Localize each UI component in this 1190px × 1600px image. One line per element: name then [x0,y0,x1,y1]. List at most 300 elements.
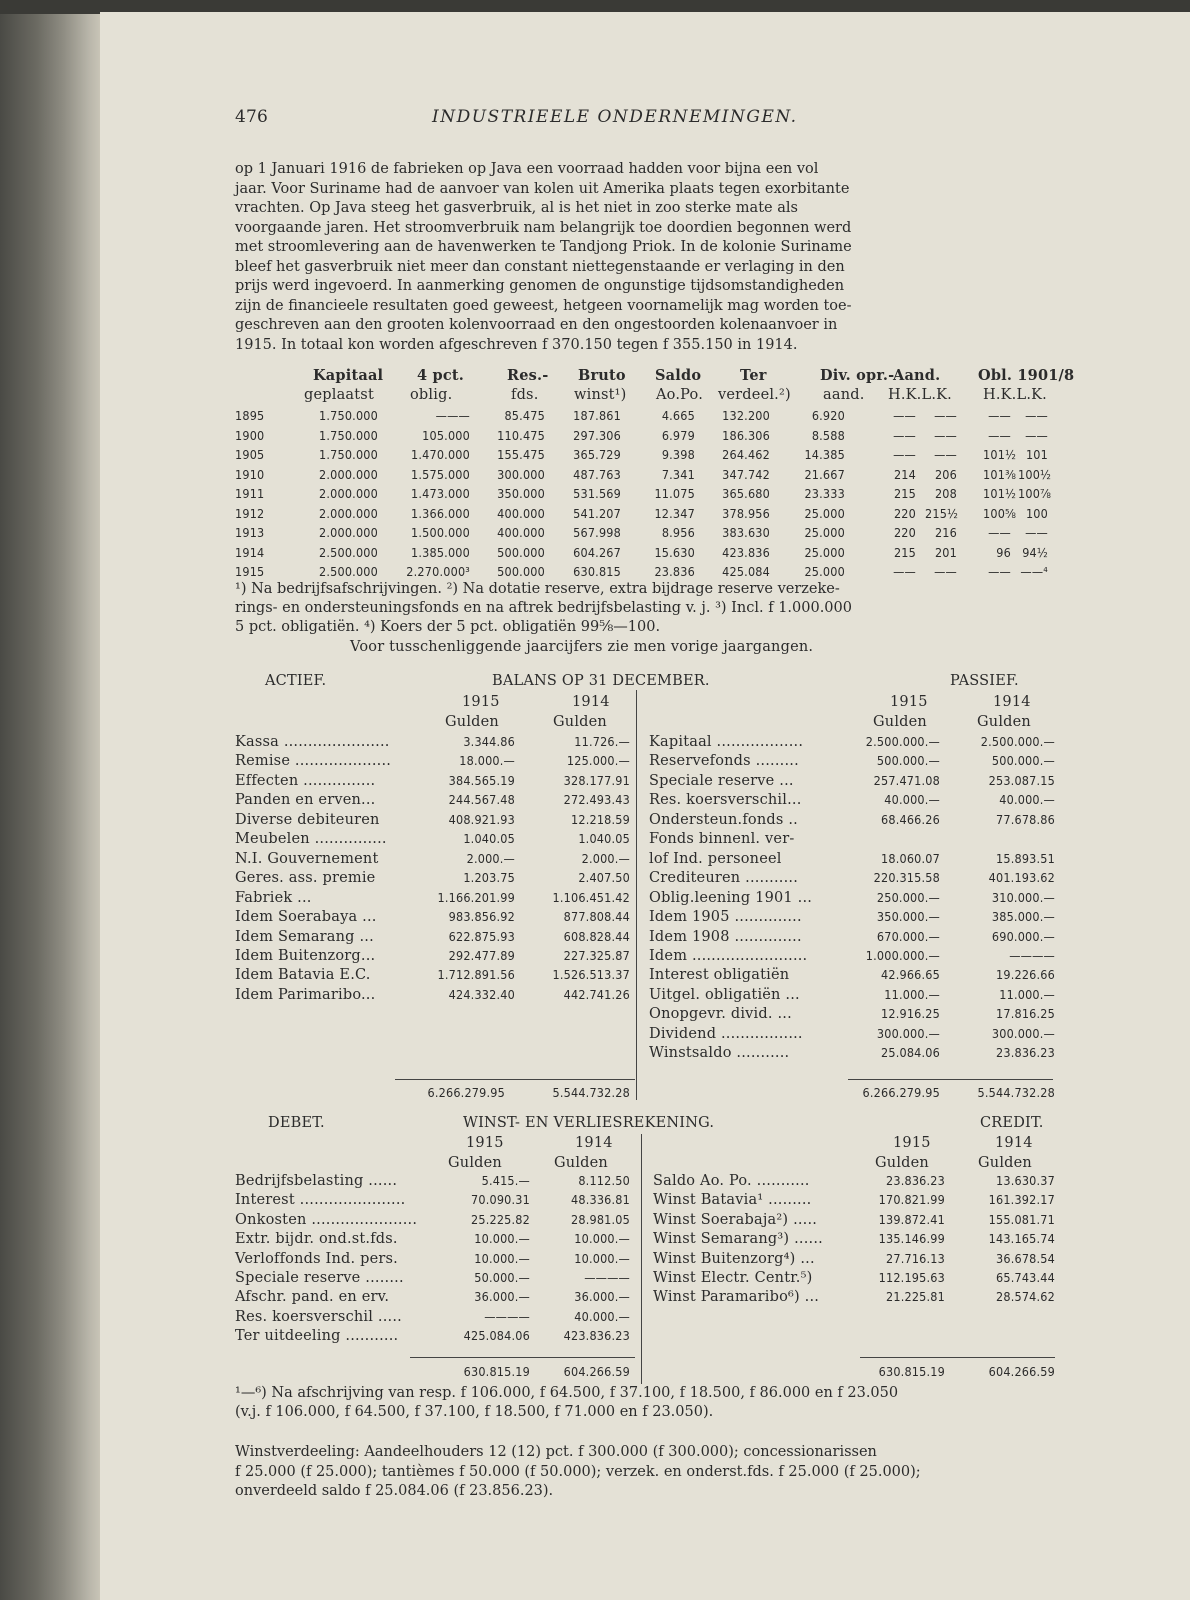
table-cell: 100⅞ [1018,486,1052,501]
table-cell: 365.680 [722,486,770,501]
ledger-value: 310.000.— [991,889,1055,905]
table-cell: 383.630 [722,525,770,540]
table-cell: 2.000.000 [318,486,378,501]
table-cell: ——— [435,408,470,423]
table-cell: 1.470.000 [410,447,470,462]
table-cell: 500.000 [497,544,545,560]
text-line: bleef het gasverbruik niet meer dan constant niettegenstaande er verlaging in den [235,258,845,275]
text-line: met stroomlevering aan de havenwerken te Tandjong Priok. In de kolonie Suriname [235,239,852,255]
table-cell: —— [934,408,957,423]
ledger-value: 23.836.23 [995,1045,1055,1061]
table-cell: 155.475 [497,447,545,462]
column-header: Ao.Po. [656,387,704,403]
pl-total-rule-right [860,1357,1055,1358]
ledger-value: 1.040.05 [578,831,630,847]
pl-right-title: CREDIT. [980,1115,1044,1131]
ledger-value: 408.921.93 [448,811,515,827]
ledger-value: 21.225.81 [885,1289,945,1305]
text-line: rings- en ondersteuningsfonds en na aftrek bedrijfsbelasting v. j. ³) Incl. f 1.000.000 [235,600,852,616]
column-header: Aand. [893,367,941,384]
ledger-value: 65.743.44 [995,1270,1055,1285]
text-line: voorgaande jaren. Het stroomverbruik nam belangrijk toe doordien begonnen werd [235,219,852,236]
row-year: 1900 [235,427,265,443]
book-spine [0,0,105,1600]
ledger-value: 48.336.81 [570,1192,630,1208]
ledger-label: Oblig.leening 1901 ... [649,889,813,906]
ledger-value: 2.407.50 [578,870,630,886]
ledger-label: Idem Semarang ... [235,928,374,945]
column-header: Obl. 1901/8 [978,367,1075,384]
ledger-value: 350.000.— [876,909,940,925]
column-header: H.K.L.K. [983,387,1047,403]
ledger-label: Idem Buitenzorg... [235,947,376,964]
ledger-value: 257.471.08 [873,772,940,788]
ledger-value: 40.000.— [999,792,1055,808]
ledger-value: 125.000.— [566,753,630,769]
ledger-label: Res. koersverschil ..... [235,1308,402,1325]
ledger-value: 608.828.44 [563,928,630,944]
ledger-value: 18.060.07 [880,850,940,866]
ledger-label: Effecten ............... [235,772,376,789]
ledger-value: 1.000.000.— [865,947,940,963]
table-cell: 85.475 [504,408,545,423]
table-cell: 186.306 [722,427,770,443]
table-cell: 11.075 [654,486,695,501]
ledger-value: 401.193.62 [988,870,1055,886]
ledger-value: ———— [484,1308,530,1324]
ledger-value: 1.166.201.99 [437,889,515,905]
ledger-value: 1.203.75 [463,870,515,886]
ledger-label: Geres. ass. premie [235,870,376,887]
ledger-value: 2.000.— [581,850,630,866]
ledger-value: 2.500.000.— [980,734,1055,749]
ledger-value: 1.526.513.37 [552,967,630,983]
ledger-value: 5.415.— [481,1173,530,1188]
pl-unit1-left: Gulden [448,1155,502,1171]
ledger-label: Diverse debiteuren [235,811,380,828]
ledger-value: 1.106.451.42 [552,889,630,905]
table-cell: —— [893,564,916,579]
ledger-label: Winst Soerabaja²) ..... [653,1211,818,1228]
ledger-value: 40.000.— [574,1308,630,1324]
text-line: ¹) Na bedrijfsafschrijvingen. ²) Na dotatie reserve, extra bijdrage reserve verzeke- [235,581,840,597]
ledger-value: 220.315.58 [873,870,940,886]
ledger-label: Dividend ................. [649,1025,803,1042]
text-line: vrachten. Op Java steeg het gasverbruik, al is het niet in zoo sterke mate als [235,200,798,216]
ledger-value: 12.218.59 [570,811,630,827]
ledger-value: 244.567.48 [448,792,515,808]
ledger-value: 272.493.43 [563,792,630,808]
ledger-label: Winst Semarang³) ...... [653,1231,823,1248]
ledger-value: 28.981.05 [570,1211,630,1227]
column-header: aand. [823,387,865,403]
ledger-label: Winst Batavia¹ ......... [653,1192,812,1209]
table-cell: 487.763 [573,466,621,482]
ledger-value: 2.500.000.— [865,734,940,749]
table-cell: 101½ [983,447,1017,462]
text-line: zijn de financieele resultaten goed geweest, hetgeen voornamelijk mag worden toe- [235,297,852,314]
ledger-value: 385.000.— [991,909,1055,925]
row-year: 1910 [235,466,265,482]
balance-year1-left: 1915 [462,694,500,710]
ledger-value: 10.000.— [574,1250,630,1266]
ledger-value: 25.084.06 [880,1045,940,1061]
ledger-label: Remise .................... [235,753,392,770]
table-cell: 378.956 [722,505,770,521]
table-cell: 214 [893,466,916,482]
table-cell: 6.979 [661,427,695,443]
row-year: 1914 [235,544,265,560]
stats-note: Voor tusschenliggende jaarcijfers zie men vorige jaargangen. [350,639,814,655]
table-cell: 2.270.000³ [406,564,470,579]
column-header: 4 pct. [417,367,465,384]
table-cell: 365.729 [573,447,621,462]
table-cell: 500.000 [497,564,545,579]
ledger-label: Ter uitdeeling ........... [235,1328,399,1345]
ledger-value: 40.000.— [884,792,940,808]
table-cell: 215½ [925,505,959,521]
ledger-label: Idem Parimaribo... [235,986,376,1003]
ledger-value: ———— [1009,947,1055,963]
ledger-value: 500.000.— [991,753,1055,769]
ledger-value: 983.856.92 [448,909,515,925]
pl-year2-left: 1914 [575,1135,613,1151]
column-header: Ter [740,367,767,384]
ledger-label: Idem Soerabaya ... [235,909,377,926]
table-cell: —— [1025,525,1048,540]
table-cell: 567.998 [573,525,621,540]
ledger-value: 143.165.74 [988,1231,1055,1247]
table-cell: 101½ [983,486,1017,501]
ledger-value: 877.808.44 [563,909,630,925]
ledger-value: 384.565.19 [448,772,515,788]
table-cell: 21.667 [804,466,845,482]
ledger-label: Kapitaal .................. [649,734,804,750]
ledger-value: 13.630.37 [995,1173,1055,1188]
profit-distribution [235,1443,1055,1502]
balance-total1-left: 6.266.279.95 [427,1085,505,1100]
table-cell: 25.000 [804,544,845,560]
ledger-label: Res. koersverschil... [649,792,802,809]
table-cell: 297.306 [573,427,621,443]
table-cell: —— [934,427,957,443]
column-header: Res.- [507,367,549,384]
row-year: 1912 [235,505,265,521]
ledger-label: N.I. Gouvernement [235,850,379,867]
ledger-value: 36.678.54 [995,1250,1055,1266]
table-cell: 101 [1025,447,1048,462]
text-line: ¹—⁶) Na afschrijving van resp. f 106.000, f 64.500, f 37.100, f 18.500, f 86.000 en f 23.050 [235,1385,899,1401]
pl-total-rule-left [410,1357,635,1358]
table-cell: 2.500.000 [318,544,378,560]
ledger-label: lof Ind. personeel [649,850,782,867]
column-header: winst¹) [574,387,627,403]
table-cell: 1.385.000 [410,544,470,560]
ledger-value: 19.226.66 [995,967,1055,983]
column-header: Saldo [655,367,702,384]
text-line: op 1 Januari 1916 de fabrieken op Java een voorraad hadden voor bijna een vol [235,161,819,177]
page-number: 476 [235,107,269,127]
table-cell: 23.333 [804,486,845,501]
ledger-value: 423.836.23 [563,1328,630,1344]
ledger-value: 68.466.26 [880,811,940,827]
table-cell: —— [988,427,1011,443]
ledger-label: Interest obligatiën [649,967,790,984]
table-cell: 216 [934,525,957,540]
table-cell: 541.207 [573,505,621,521]
text-line: jaar. Voor Suriname had de aanvoer van kolen uit Amerika plaats tegen exorbitante [235,180,850,197]
row-year: 1913 [235,525,265,540]
ledger-value: 135.146.99 [878,1231,945,1247]
ledger-label: Onopgevr. divid. ... [649,1006,792,1023]
ledger-label: Afschr. pand. en erv. [235,1289,390,1306]
table-cell: —— [893,427,916,443]
table-cell: 425.084 [722,564,770,579]
ledger-value: 10.000.— [474,1231,530,1247]
column-header: oblig. [410,387,453,403]
table-cell: 1.500.000 [410,525,470,540]
balance-unit2-right: Gulden [977,714,1031,730]
ledger-label: Idem 1905 .............. [649,909,802,926]
ledger-label: Winst Buitenzorg⁴) ... [653,1250,815,1267]
ledger-value: 250.000.— [876,889,940,905]
pl-left-title: DEBET. [268,1115,325,1131]
ledger-value: 10.000.— [574,1231,630,1247]
table-cell: —— [893,447,916,462]
text-line: prijs werd ingevoerd. In aanmerking genomen de ongunstige tijdsomstandigheden [235,278,845,294]
table-cell: 208 [934,486,957,501]
ledger-label: Onkosten ...................... [235,1211,418,1228]
text-line: onverdeeld saldo f 25.084.06 (f 23.856.23). [235,1483,554,1499]
ledger-value: 690.000.— [991,928,1055,944]
ledger-label: Fonds binnenl. ver- [649,831,795,848]
ledger-value: 27.716.13 [885,1250,945,1266]
ledger-value: 28.574.62 [995,1289,1055,1305]
text-line: f 25.000 (f 25.000); tantièmes f 50.000 (f 50.000); verzek. en onderst.fds. f 25.000 (f 25.000); [235,1463,921,1480]
table-cell: 6.920 [811,408,845,423]
table-cell: ——⁴ [1020,564,1048,579]
ledger-value: 425.084.06 [463,1328,530,1344]
table-cell: 531.569 [573,486,621,501]
ledger-value: 300.000.— [876,1025,940,1041]
table-cell: —— [934,447,957,462]
pl-unit1-right: Gulden [875,1155,929,1171]
balance-total-rule-right [848,1079,1053,1080]
ledger-label: Winst Electr. Centr.⁵) [653,1270,813,1286]
balance-divider [636,690,637,1100]
stats-footnotes [235,580,1055,637]
table-cell: 94½ [1022,544,1048,560]
balance-center-title: BALANS OP 31 DECEMBER. [492,673,710,689]
ledger-value: 36.000.— [474,1289,530,1305]
pl-divider [641,1134,642,1384]
ledger-value: 15.893.51 [995,850,1055,866]
ledger-value: 70.090.31 [470,1192,530,1208]
ledger-value: 500.000.— [876,753,940,769]
ledger-label: Idem 1908 .............. [649,928,802,945]
ledger-value: 1.040.05 [463,831,515,847]
table-cell: 347.742 [722,466,770,482]
ledger-label: Crediteuren ........... [649,870,799,887]
balance-total1-right: 6.266.279.95 [862,1085,940,1100]
pl-year2-right: 1914 [995,1135,1033,1151]
text-line: 1915. In totaal kon worden afgeschreven f 370.150 tegen f 355.150 in 1914. [235,336,798,353]
balance-year1-right: 1915 [890,694,928,710]
ledger-value: 442.741.26 [563,986,630,1002]
table-cell: 187.861 [573,408,621,423]
table-cell: 8.956 [661,525,695,540]
row-year: 1895 [235,408,265,423]
balance-year2-left: 1914 [572,694,610,710]
table-cell: 264.462 [722,447,770,462]
ledger-label: Winstsaldo ........... [649,1045,790,1062]
table-cell: 630.815 [573,564,621,579]
column-header: H.K.L.K. [888,387,952,403]
table-cell: 400.000 [497,505,545,521]
ledger-value: 8.112.50 [578,1173,630,1188]
table-cell: 220 [893,525,916,540]
table-cell: —— [893,408,916,423]
table-cell: 1.750.000 [318,427,378,443]
table-cell: 300.000 [497,466,545,482]
ledger-value: 300.000.— [991,1025,1055,1041]
row-year: 1915 [235,564,265,579]
table-cell: 206 [934,466,957,482]
table-cell: 201 [934,544,957,560]
ledger-label: Saldo Ao. Po. ........... [653,1173,810,1189]
table-cell: 110.475 [497,427,545,443]
ledger-value: 3.344.86 [463,734,515,749]
text-line: (v.j. f 106.000, f 64.500, f 37.100, f 18.500, f 71.000 en f 23.050). [235,1404,714,1420]
balance-left-title: ACTIEF. [265,673,327,689]
ledger-label: Panden en erven... [235,792,376,809]
ledger-label: Uitgel. obligatiën ... [649,986,800,1003]
table-cell: 4.665 [661,408,695,423]
row-year: 1911 [235,486,265,501]
table-cell: 8.588 [811,427,845,443]
column-header: fds. [511,387,539,403]
table-cell: —— [988,564,1011,579]
ledger-value: ———— [584,1270,630,1285]
table-cell: 423.836 [722,544,770,560]
ledger-label: Reservefonds ......... [649,753,799,770]
pl-unit2-right: Gulden [978,1155,1032,1171]
ledger-label: Kassa ...................... [235,734,390,750]
ledger-value: 11.000.— [884,986,940,1002]
ledger-value: 161.392.17 [988,1192,1055,1208]
balance-unit1-right: Gulden [873,714,927,730]
ledger-label: Extr. bijdr. ond.st.fds. [235,1231,398,1248]
ledger-value: 17.816.25 [995,1006,1055,1022]
table-cell: 1.750.000 [318,408,378,423]
row-year: 1905 [235,447,265,462]
table-cell: 101⅜ [983,466,1017,482]
table-cell: 14.385 [804,447,845,462]
balance-unit2-left: Gulden [553,714,607,730]
table-cell: 100 [1025,505,1048,521]
page-title: INDUSTRIEELE ONDERNEMINGEN. [432,107,798,127]
ledger-label: Ondersteun.fonds .. [649,811,798,828]
ledger-label: Idem ........................ [649,947,808,964]
table-cell: 1.575.000 [410,466,470,482]
ledger-value: 12.916.25 [880,1006,940,1022]
ledger-value: 328.177.91 [563,772,630,788]
table-cell: 2.500.000 [318,564,378,579]
column-header: Bruto [578,367,626,384]
ledger-value: 11.000.— [999,986,1055,1002]
table-cell: 2.000.000 [318,525,378,540]
ledger-value: 424.332.40 [448,986,515,1002]
balance-total2-left: 5.544.732.28 [552,1085,630,1100]
ledger-value: 155.081.71 [988,1211,1055,1227]
pl-footnote [235,1384,1055,1422]
ledger-label: Idem Batavia E.C. [235,967,371,984]
ledger-label: Winst Paramaribo⁶) ... [653,1289,820,1306]
table-cell: 9.398 [661,447,695,462]
ledger-value: 36.000.— [574,1289,630,1305]
pl-total1-right: 630.815.19 [878,1364,945,1379]
ledger-value: 292.477.89 [448,947,515,963]
table-cell: 23.836 [654,564,695,579]
ledger-value: 50.000.— [474,1270,530,1285]
ledger-value: 23.836.23 [885,1173,945,1188]
ledger-label: Meubelen ............... [235,831,387,848]
ledger-value: 112.195.63 [878,1270,945,1285]
ledger-value: 139.872.41 [878,1211,945,1227]
table-cell: —— [1025,408,1048,423]
table-cell: 100½ [1018,466,1052,482]
ledger-value: 42.966.65 [880,967,940,983]
table-cell: 1.473.000 [410,486,470,501]
pl-total2-left: 604.266.59 [563,1364,630,1379]
ledger-value: 77.678.86 [995,811,1055,827]
ledger-value: 670.000.— [876,928,940,944]
pl-center-title: WINST- EN VERLIESREKENING. [463,1115,715,1131]
balance-unit1-left: Gulden [445,714,499,730]
ledger-label: Bedrijfsbelasting ...... [235,1173,398,1189]
balance-year2-right: 1914 [993,694,1031,710]
ledger-label: Interest ...................... [235,1192,406,1209]
ledger-label: Speciale reserve ... [649,772,794,789]
text-line: Winstverdeeling: Aandeelhouders 12 (12) pct. f 300.000 (f 300.000); concessionarissen [235,1444,877,1460]
text-line: 5 pct. obligatiën. ⁴) Koers der 5 pct. obligatiën 99⅝—100. [235,619,661,635]
ledger-value: 227.325.87 [563,947,630,963]
intro-paragraph [235,160,1055,355]
table-cell: 25.000 [804,564,845,579]
pl-year1-right: 1915 [893,1135,931,1151]
ledger-value: 2.000.— [466,850,515,866]
table-cell: 400.000 [497,525,545,540]
table-cell: 215 [893,544,916,560]
ledger-label: Fabriek ... [235,889,312,906]
column-header: geplaatst [304,387,374,403]
table-cell: 100⅝ [983,505,1017,521]
table-cell: —— [1025,427,1048,443]
ledger-value: 622.875.93 [448,928,515,944]
table-cell: 220 [893,505,916,521]
column-header: Kapitaal [313,367,384,384]
table-cell: 7.341 [661,466,695,482]
ledger-value: 11.726.— [574,734,630,749]
ledger-value: 1.712.891.56 [437,967,515,983]
ledger-value: 10.000.— [474,1250,530,1266]
table-cell: 132.200 [722,408,770,423]
table-cell: 350.000 [497,486,545,501]
table-cell: 1.366.000 [410,505,470,521]
pl-total1-left: 630.815.19 [463,1364,530,1379]
pl-unit2-left: Gulden [554,1155,608,1171]
ledger-label: Verloffonds Ind. pers. [235,1250,398,1267]
